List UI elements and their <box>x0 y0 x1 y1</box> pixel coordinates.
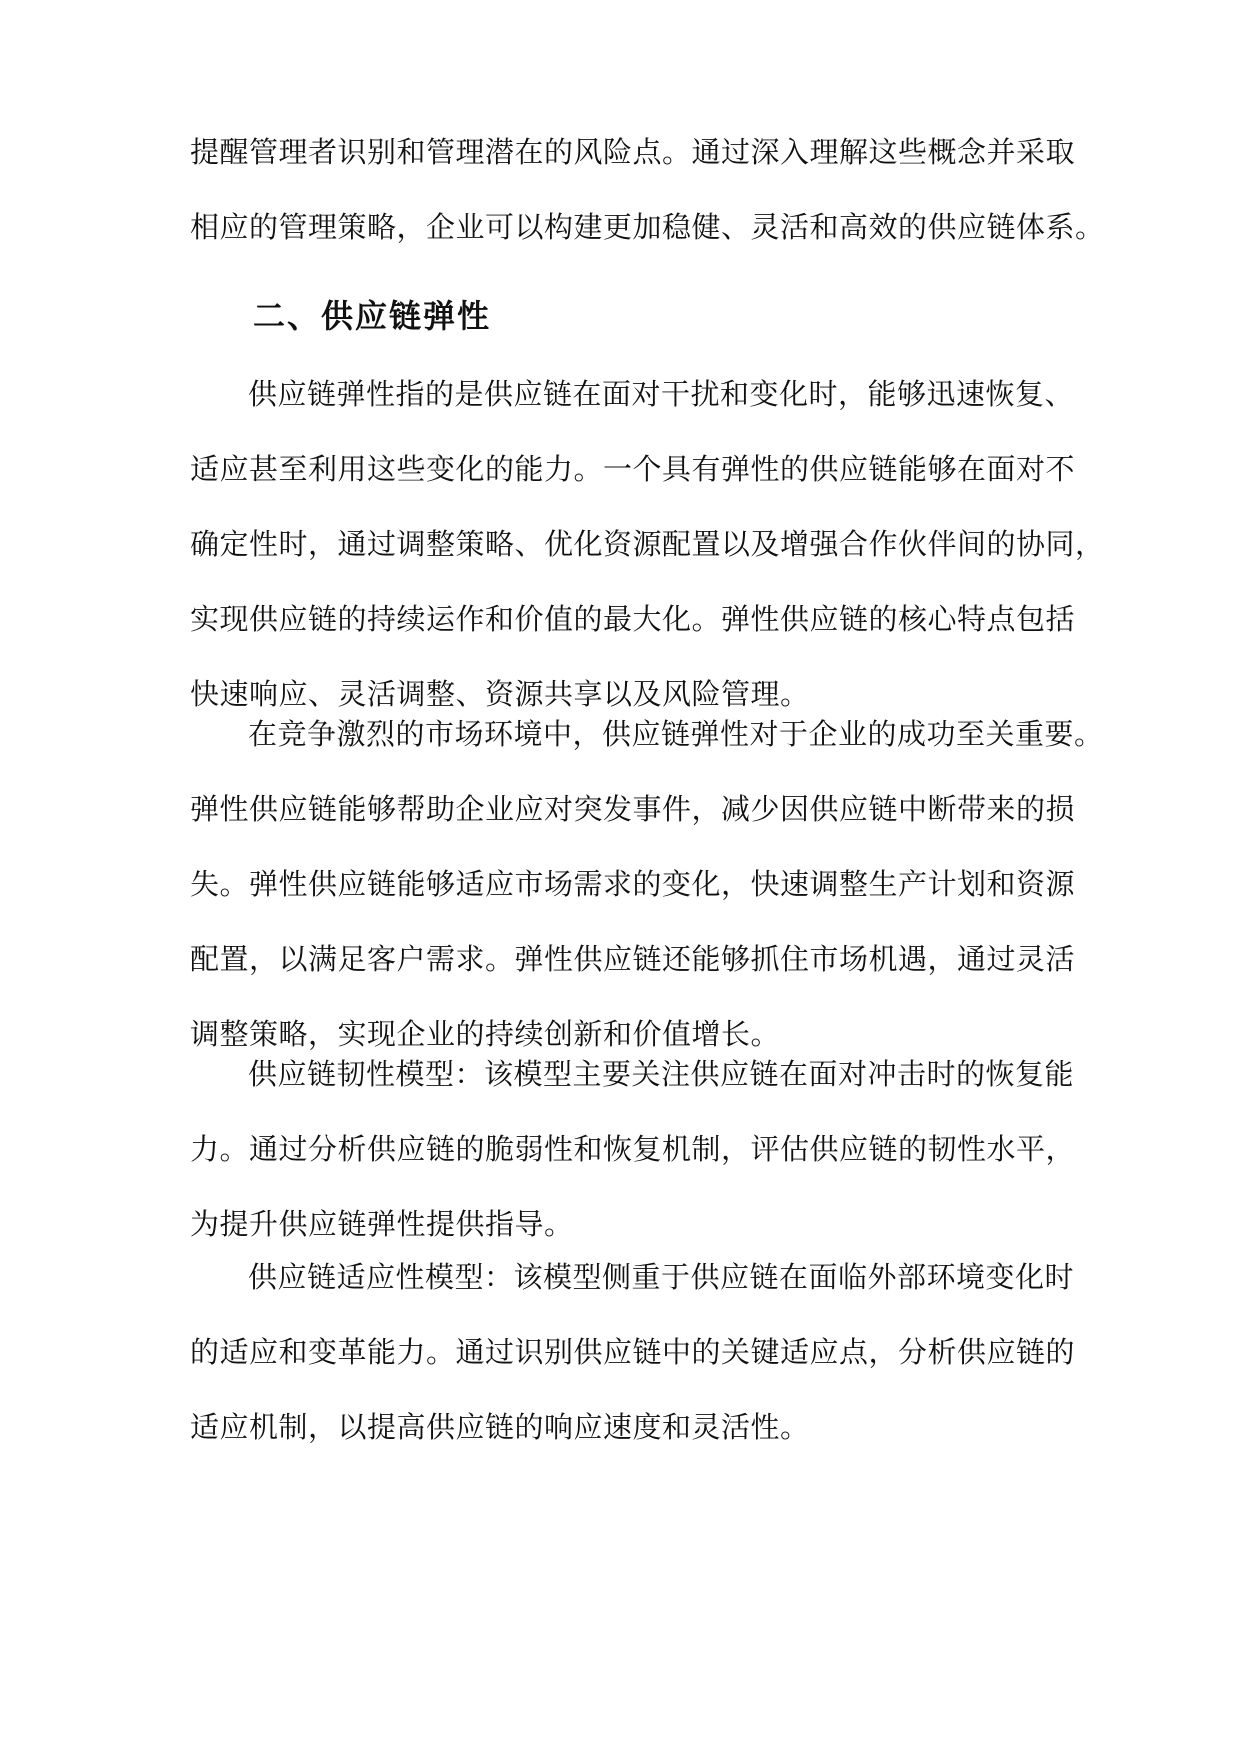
text-line: 力。通过分析供应链的脆弱性和恢复机制，评估供应链的韧性水平， <box>190 1132 1076 1166</box>
paragraph-adaptability-model <box>190 1240 1076 1465</box>
text-line: 的适应和变革能力。通过识别供应链中的关键适应点，分析供应链的 <box>190 1335 1076 1369</box>
text-line: 供应链适应性模型：该模型侧重于供应链在面临外部环境变化时 <box>248 1260 1075 1294</box>
paragraph-elasticity-importance <box>190 697 1104 1072</box>
text-line: 适应机制，以提高供应链的响应速度和灵活性。 <box>190 1410 810 1444</box>
text-line: 弹性供应链能够帮助企业应对突发事件，减少因供应链中断带来的损 <box>190 792 1076 826</box>
text-line: 失。弹性供应链能够适应市场需求的变化，快速调整生产计划和资源 <box>190 867 1076 901</box>
text-line: 相应的管理策略，企业可以构建更加稳健、灵活和高效的供应链体系。 <box>190 210 1105 244</box>
text-line: 确定性时，通过调整策略、优化资源配置以及增强合作伙伴间的协同， <box>190 527 1105 561</box>
text-line: 供应链弹性指的是供应链在面对干扰和变化时，能够迅速恢复、 <box>248 377 1075 411</box>
text-line: 实现供应链的持续运作和价值的最大化。弹性供应链的核心特点包括 <box>190 602 1076 636</box>
text-line: 提醒管理者识别和管理潜在的风险点。通过深入理解这些概念并采取 <box>190 135 1076 169</box>
text-line: 配置，以满足客户需求。弹性供应链还能够抓住市场机遇，通过灵活 <box>190 942 1076 976</box>
text-line: 供应链韧性模型：该模型主要关注供应链在面对冲击时的恢复能 <box>248 1057 1075 1091</box>
text-line: 适应甚至利用这些变化的能力。一个具有弹性的供应链能够在面对不 <box>190 452 1076 486</box>
text-line: 在竞争激烈的市场环境中，供应链弹性对于企业的成功至关重要。 <box>248 717 1104 751</box>
text-line: 为提升供应链弹性提供指导。 <box>190 1207 574 1241</box>
paragraph-elasticity-definition <box>190 357 1105 732</box>
text-line: 快速响应、灵活调整、资源共享以及风险管理。 <box>190 677 810 711</box>
text-line: 调整策略，实现企业的持续创新和价值增长。 <box>190 1017 781 1051</box>
section-heading: 二、供应链弹性 <box>253 297 492 335</box>
paragraph-resilience-model <box>190 1037 1076 1262</box>
paragraph-intro-continuation <box>190 115 1105 265</box>
